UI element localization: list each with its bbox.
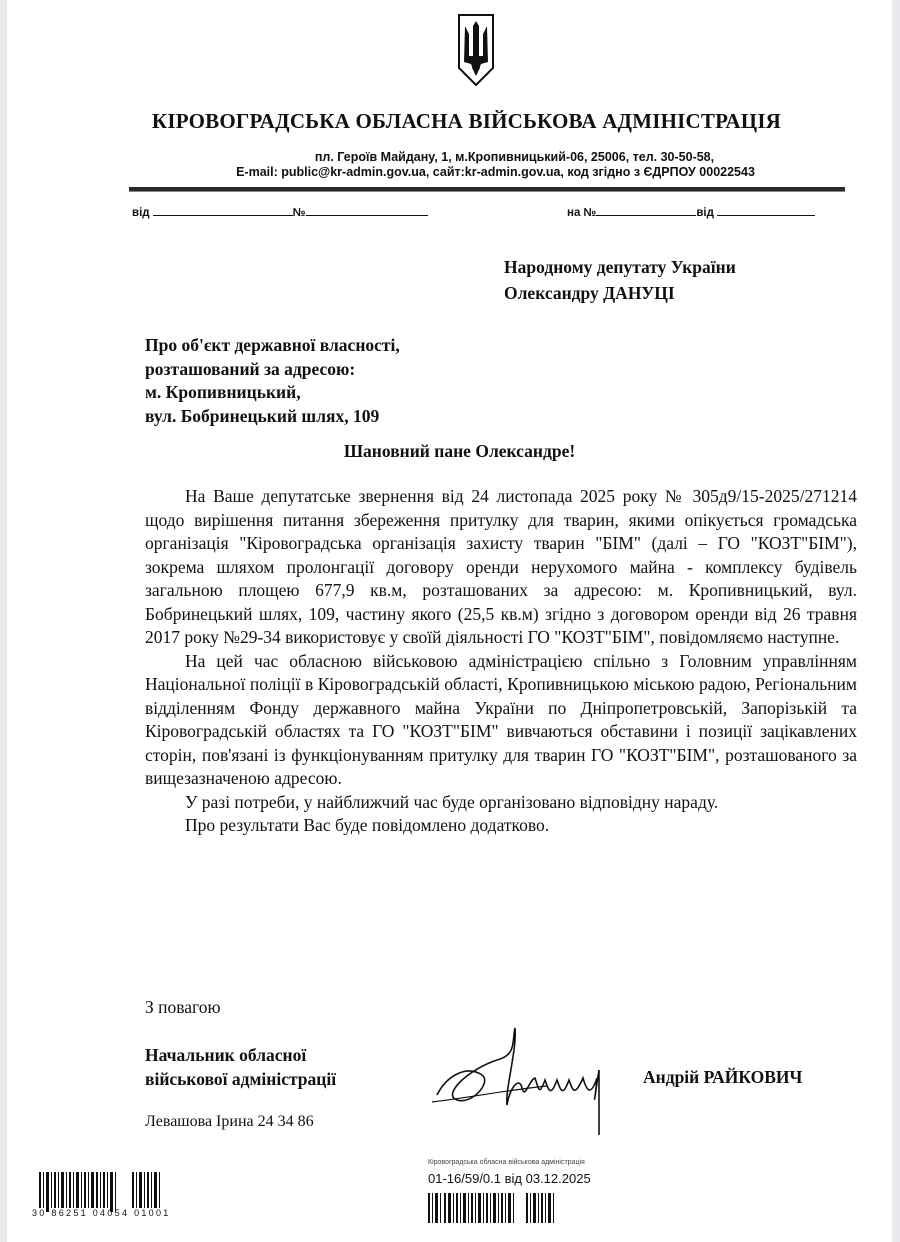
closing-regards: З повагою — [145, 997, 221, 1017]
body-paragraph: На цей час обласною військовою адміністрацією спільно з Головним управлінням Національної поліції в Кіровоградській області, Кропивницькою міською радою, Регіональним відділенням Фонду державного майна України по Дніпропетровській, Запорізькій та Кіровоградській областях та ГО "КОЗТ"БІМ" вивчаються обставини і позиції зацікавлених сторін, пов'язані із функціонуванням притулку для тварин ГО "КОЗТ"БІМ", розташованого за вищезазначеною адресою. — [145, 650, 857, 788]
incoming-reference-fields — [567, 205, 815, 219]
letterhead-divider — [129, 187, 845, 192]
letter-body — [145, 485, 857, 838]
registration-stamp-org: Кіровоградська обласна військова адміністрація — [428, 1159, 585, 1166]
number-label: № — [292, 207, 306, 219]
salutation: Шановний пане Олександре! — [343, 441, 576, 461]
subject-block — [145, 334, 400, 428]
subject-line: Про об'єкт державної власності, — [145, 335, 400, 355]
organization-contacts: E-mail: public@kr-admin.gov.ua, сайт:kr-admin.gov.ua, код згідно з ЄДРПОУ 00022543 — [236, 165, 755, 179]
from-label: від — [132, 207, 150, 219]
reply-to-label: на № — [567, 207, 597, 219]
signer-name: Андрій РАЙКОВИЧ — [643, 1067, 803, 1087]
outgoing-registration-fields — [132, 205, 428, 219]
reply-from-label: від — [696, 207, 714, 219]
ukraine-trident-coat-of-arms-icon — [456, 12, 496, 88]
recipient-name: Олександру ДАНУЦІ — [504, 283, 675, 303]
body-paragraph: У разі потреби, у найближчий час буде організовано відповідну нараду. — [185, 791, 719, 812]
body-paragraph: Про результати Вас буде повідомлено додатково. — [185, 815, 550, 835]
date-blank — [153, 205, 293, 216]
barcode-icon — [420, 1193, 650, 1223]
reply-number-blank — [596, 205, 696, 216]
recipient-title: Народному депутату України — [504, 257, 736, 277]
recipient-block — [504, 254, 736, 306]
letter-page — [7, 0, 892, 1242]
signer-position — [145, 1043, 336, 1091]
handwritten-signature-icon — [427, 1020, 657, 1140]
number-blank — [306, 205, 428, 216]
position-line: військової адміністрації — [145, 1069, 337, 1089]
body-paragraph: На Ваше депутатське звернення від 24 листопада 2025 року № 305д9/15-2025/271214 щодо вирішення питання збереження притулку для тварин, якими опікується громадська організація "Кіровоградська організація захисту тварин "БІМ" (далі – ГО "КОЗТ"БІМ"), зокрема шляхом пролонгації договору оренди нерухомого майна - комплексу будівель загальною площею 677,9 кв.м, розташованих за адресою: м. Кропивницький, вул. Бобринецький шлях, 109, частину якого (25,5 кв.м) згідно з договором оренди від 26 травня 2017 року №29-34 використовує у своїй діяльності ГО "КОЗТ"БІМ", повідомляємо наступне. — [145, 486, 857, 647]
registration-stamp-number: 01-16/59/0.1 від 03.12.2025 — [428, 1171, 591, 1186]
organization-title: КІРОВОГРАДСЬКА ОБЛАСНА ВІЙСЬКОВА АДМІНІСТРАЦІЯ — [151, 109, 782, 133]
subject-line: розташований за адресою: — [145, 358, 356, 379]
organization-address: пл. Героїв Майдану, 1, м.Кропивницький-06, 25006, тел. 30-50-58, — [314, 150, 715, 164]
reply-date-blank — [717, 205, 815, 216]
executor-contact: Левашова Ірина 24 34 86 — [145, 1113, 314, 1130]
subject-line: вул. Бобринецький шлях, 109 — [145, 405, 380, 426]
barcode-digits: 30 86251 04054 01001 — [32, 1208, 171, 1218]
subject-line: м. Кропивницький, — [145, 382, 301, 402]
position-line: Начальник обласної — [145, 1045, 307, 1065]
